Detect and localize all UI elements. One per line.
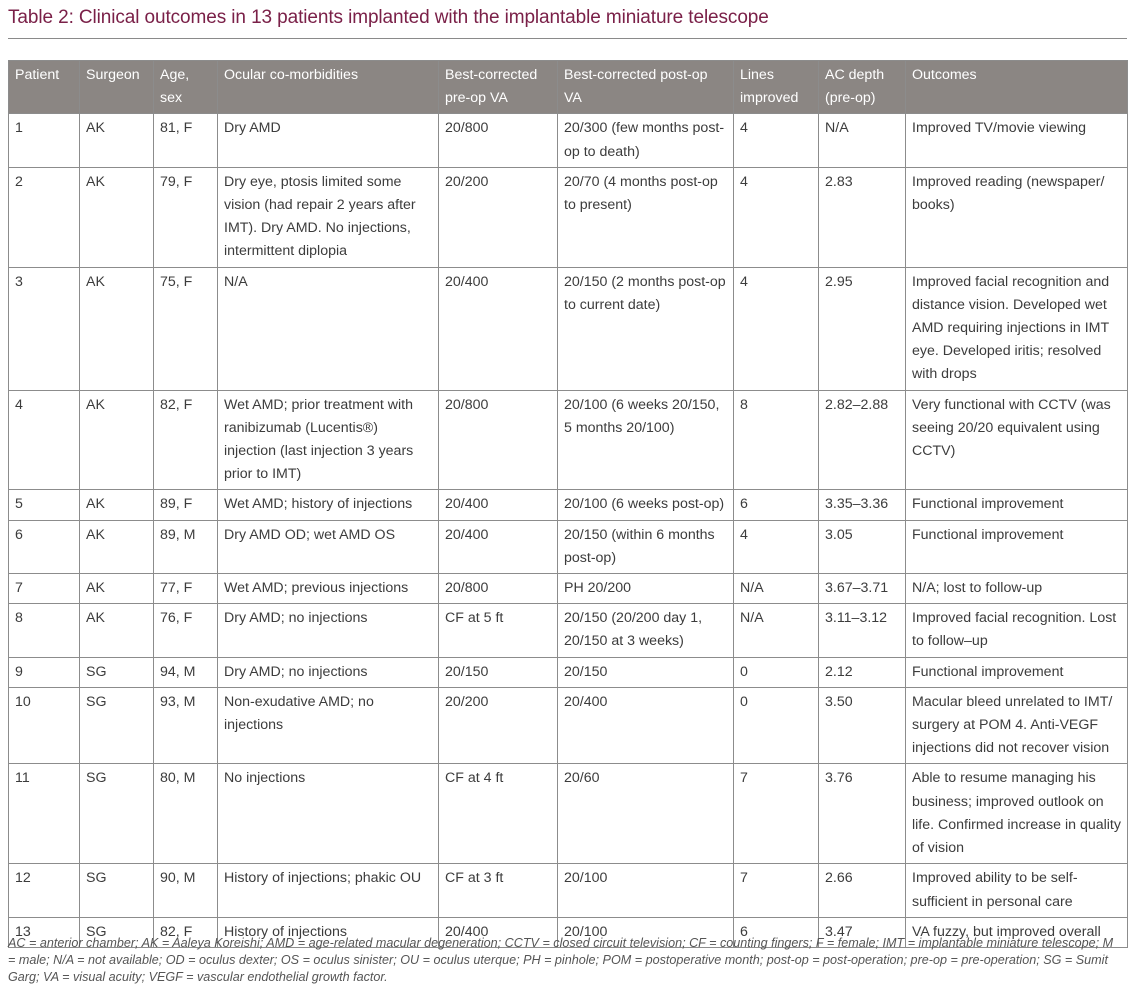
cell-ac-depth: 3.50	[819, 687, 906, 764]
cell-lines-improved: 4	[734, 520, 819, 573]
cell-post-op-va: PH 20/200	[558, 574, 734, 604]
cell-outcomes: Macular bleed unrelated to IMT/ surgery at POM 4. Anti-VEGF injections did not recover vision	[906, 687, 1128, 764]
cell-pre-op-va: CF at 5 ft	[439, 604, 558, 657]
cell-pre-op-va: 20/800	[439, 390, 558, 490]
cell-surgeon: AK	[80, 390, 154, 490]
cell-ac-depth: N/A	[819, 114, 906, 167]
cell-post-op-va: 20/150 (within 6 months post-op)	[558, 520, 734, 573]
cell-ac-depth: 2.83	[819, 167, 906, 267]
cell-comorbidities: Wet AMD; history of injections	[218, 490, 439, 520]
cell-ac-depth: 3.47	[819, 917, 906, 947]
cell-ac-depth: 2.66	[819, 864, 906, 917]
cell-surgeon: SG	[80, 864, 154, 917]
cell-pre-op-va: 20/400	[439, 917, 558, 947]
cell-patient: 7	[9, 574, 80, 604]
cell-pre-op-va: 20/200	[439, 687, 558, 764]
cell-outcomes: N/A; lost to follow-up	[906, 574, 1128, 604]
cell-patient: 11	[9, 764, 80, 864]
cell-patient: 2	[9, 167, 80, 267]
outcomes-table	[8, 60, 1128, 948]
cell-age-sex: 82, F	[154, 390, 218, 490]
cell-comorbidities: Dry AMD	[218, 114, 439, 167]
table-row	[9, 764, 1128, 864]
cell-age-sex: 81, F	[154, 114, 218, 167]
cell-age-sex: 77, F	[154, 574, 218, 604]
cell-outcomes: Able to resume managing his business; improved outlook on life. Confirmed increase in quality of vision	[906, 764, 1128, 864]
cell-pre-op-va: 20/800	[439, 114, 558, 167]
cell-lines-improved: N/A	[734, 574, 819, 604]
cell-comorbidities: Dry AMD OD; wet AMD OS	[218, 520, 439, 573]
cell-patient: 10	[9, 687, 80, 764]
cell-ac-depth: 2.95	[819, 267, 906, 390]
col-header-ac-depth: AC depth (pre-op)	[819, 61, 906, 114]
table-row	[9, 167, 1128, 267]
cell-outcomes: Functional improvement	[906, 657, 1128, 687]
cell-lines-improved: 4	[734, 267, 819, 390]
cell-lines-improved: 7	[734, 864, 819, 917]
cell-surgeon: AK	[80, 267, 154, 390]
cell-surgeon: AK	[80, 574, 154, 604]
cell-patient: 12	[9, 864, 80, 917]
cell-age-sex: 82, F	[154, 917, 218, 947]
cell-comorbidities: Dry eye, ptosis limited some vision (had repair 2 years after IMT). Dry AMD. No injections, intermittent diplopia	[218, 167, 439, 267]
cell-comorbidities: Wet AMD; prior treatment with ranibizumab (Lucentis®) injection (last injection 3 years prior to IMT)	[218, 390, 439, 490]
cell-lines-improved: 7	[734, 764, 819, 864]
cell-pre-op-va: 20/150	[439, 657, 558, 687]
cell-outcomes: Functional improvement	[906, 520, 1128, 573]
table-body	[9, 114, 1128, 948]
cell-post-op-va: 20/300 (few months post-op to death)	[558, 114, 734, 167]
cell-post-op-va: 20/150 (2 months post-op to current date)	[558, 267, 734, 390]
cell-post-op-va: 20/100 (6 weeks post-op)	[558, 490, 734, 520]
table-row	[9, 490, 1128, 520]
table-title: Table 2: Clinical outcomes in 13 patients implanted with the implantable miniature telescope	[8, 7, 769, 28]
cell-lines-improved: 4	[734, 114, 819, 167]
cell-comorbidities: Wet AMD; previous injections	[218, 574, 439, 604]
table-footnote: AC = anterior chamber; AK = Aaleya Koreishi; AMD = age-related macular degeneration; CCTV = closed circuit television; CF = counting fingers; F = female; IMT = implantable miniature telescope; M = male; N/A = not available; OD = oculus dexter; OS = oculus sinister; OU = oculus uterque; PH = pinhole; POM = postoperative month; post-op = post-operation; pre-op = pre-operation; SG = Sumit Garg; VA = visual acuity; VEGF = vascular endothelial growth factor.	[8, 936, 1114, 985]
cell-patient: 5	[9, 490, 80, 520]
cell-surgeon: AK	[80, 114, 154, 167]
cell-ac-depth: 2.12	[819, 657, 906, 687]
cell-pre-op-va: CF at 3 ft	[439, 864, 558, 917]
cell-age-sex: 79, F	[154, 167, 218, 267]
cell-ac-depth: 3.05	[819, 520, 906, 573]
col-header-lines-improved: Lines improved	[734, 61, 819, 114]
cell-age-sex: 89, M	[154, 520, 218, 573]
cell-post-op-va: 20/100	[558, 917, 734, 947]
cell-comorbidities: No injections	[218, 764, 439, 864]
cell-ac-depth: 3.11–3.12	[819, 604, 906, 657]
cell-pre-op-va: 20/400	[439, 490, 558, 520]
cell-comorbidities: N/A	[218, 267, 439, 390]
cell-outcomes: Improved reading (newspaper/ books)	[906, 167, 1128, 267]
cell-patient: 13	[9, 917, 80, 947]
cell-outcomes: Improved facial recognition. Lost to follow–up	[906, 604, 1128, 657]
cell-ac-depth: 3.35–3.36	[819, 490, 906, 520]
table-row	[9, 267, 1128, 390]
cell-outcomes: VA fuzzy, but improved overall	[906, 917, 1128, 947]
cell-comorbidities: History of injections; phakic OU	[218, 864, 439, 917]
cell-post-op-va: 20/150 (20/200 day 1, 20/150 at 3 weeks)	[558, 604, 734, 657]
cell-outcomes: Very functional with CCTV (was seeing 20/20 equivalent using CCTV)	[906, 390, 1128, 490]
cell-surgeon: AK	[80, 604, 154, 657]
table-row	[9, 657, 1128, 687]
cell-pre-op-va: CF at 4 ft	[439, 764, 558, 864]
cell-age-sex: 80, M	[154, 764, 218, 864]
cell-surgeon: AK	[80, 167, 154, 267]
cell-ac-depth: 2.82–2.88	[819, 390, 906, 490]
cell-outcomes: Improved ability to be self-sufficient in personal care	[906, 864, 1128, 917]
table-row	[9, 390, 1128, 490]
cell-age-sex: 75, F	[154, 267, 218, 390]
col-header-patient: Patient	[9, 61, 80, 114]
cell-age-sex: 94, M	[154, 657, 218, 687]
cell-post-op-va: 20/70 (4 months post-op to present)	[558, 167, 734, 267]
cell-pre-op-va: 20/800	[439, 574, 558, 604]
cell-lines-improved: 6	[734, 917, 819, 947]
cell-age-sex: 93, M	[154, 687, 218, 764]
cell-comorbidities: History of injections	[218, 917, 439, 947]
cell-pre-op-va: 20/400	[439, 520, 558, 573]
cell-surgeon: AK	[80, 490, 154, 520]
cell-patient: 9	[9, 657, 80, 687]
cell-age-sex: 90, M	[154, 864, 218, 917]
table-row	[9, 114, 1128, 167]
cell-surgeon: SG	[80, 764, 154, 864]
cell-patient: 8	[9, 604, 80, 657]
table-row	[9, 574, 1128, 604]
header-row	[9, 61, 1128, 114]
cell-patient: 4	[9, 390, 80, 490]
cell-ac-depth: 3.76	[819, 764, 906, 864]
cell-pre-op-va: 20/200	[439, 167, 558, 267]
cell-post-op-va: 20/60	[558, 764, 734, 864]
cell-lines-improved: N/A	[734, 604, 819, 657]
cell-surgeon: SG	[80, 687, 154, 764]
cell-lines-improved: 6	[734, 490, 819, 520]
cell-surgeon: AK	[80, 520, 154, 573]
cell-surgeon: SG	[80, 657, 154, 687]
cell-outcomes: Improved TV/movie viewing	[906, 114, 1128, 167]
cell-ac-depth: 3.67–3.71	[819, 574, 906, 604]
cell-outcomes: Functional improvement	[906, 490, 1128, 520]
cell-patient: 1	[9, 114, 80, 167]
col-header-outcomes: Outcomes	[906, 61, 1128, 114]
cell-post-op-va: 20/400	[558, 687, 734, 764]
cell-lines-improved: 8	[734, 390, 819, 490]
cell-post-op-va: 20/150	[558, 657, 734, 687]
cell-patient: 3	[9, 267, 80, 390]
cell-lines-improved: 0	[734, 657, 819, 687]
table-row	[9, 520, 1128, 573]
col-header-age-sex: Age, sex	[154, 61, 218, 114]
cell-post-op-va: 20/100	[558, 864, 734, 917]
table-row	[9, 604, 1128, 657]
cell-comorbidities: Non-exudative AMD; no injections	[218, 687, 439, 764]
table-row	[9, 864, 1128, 917]
cell-pre-op-va: 20/400	[439, 267, 558, 390]
title-divider	[8, 38, 1127, 39]
cell-patient: 6	[9, 520, 80, 573]
cell-comorbidities: Dry AMD; no injections	[218, 657, 439, 687]
col-header-pre-op-va: Best-corrected pre-op VA	[439, 61, 558, 114]
cell-lines-improved: 0	[734, 687, 819, 764]
cell-comorbidities: Dry AMD; no injections	[218, 604, 439, 657]
cell-lines-improved: 4	[734, 167, 819, 267]
col-header-post-op-va: Best-corrected post-op VA	[558, 61, 734, 114]
cell-post-op-va: 20/100 (6 weeks 20/150, 5 months 20/100)	[558, 390, 734, 490]
cell-age-sex: 76, F	[154, 604, 218, 657]
table-row	[9, 687, 1128, 764]
cell-outcomes: Improved facial recognition and distance vision. Developed wet AMD requiring injections in IMT eye. Developed iritis; resolved with drops	[906, 267, 1128, 390]
col-header-surgeon: Surgeon	[80, 61, 154, 114]
cell-surgeon: SG	[80, 917, 154, 947]
col-header-comorbidities: Ocular co-morbidities	[218, 61, 439, 114]
cell-age-sex: 89, F	[154, 490, 218, 520]
